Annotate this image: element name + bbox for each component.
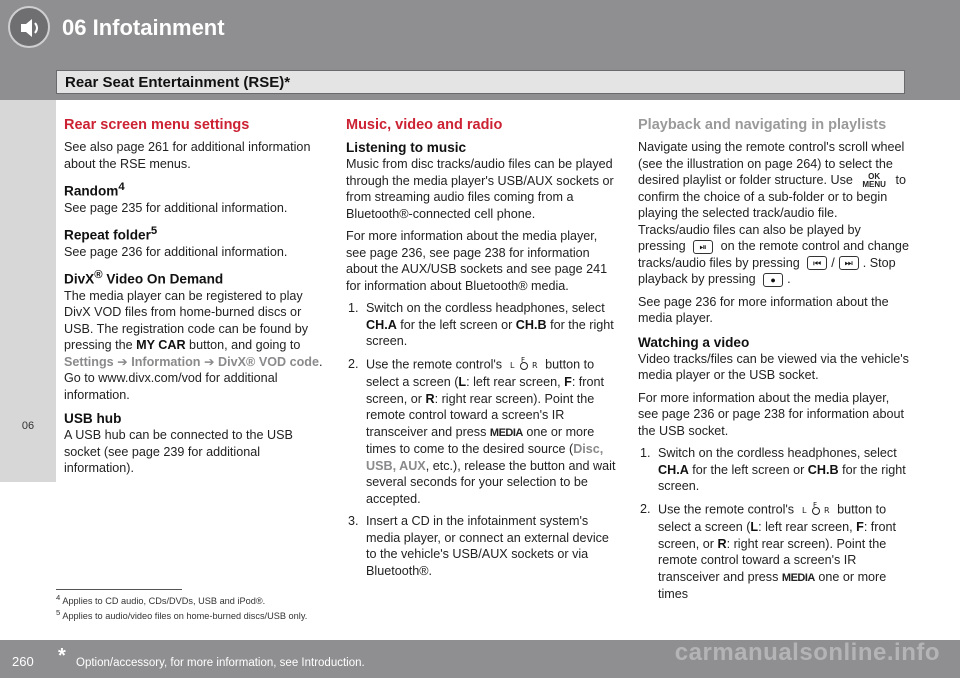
chapter-title: 06 Infotainment — [62, 15, 225, 40]
play-pause-icon: ⏯ — [693, 240, 713, 254]
video-more-info: For more information about the media player, see page 236 or page 238 for information about the USB socket. — [638, 390, 905, 438]
divx-heading: DivX® Video On Demand — [64, 269, 224, 287]
playback-text: Navigate using the remote control's scroll wheel (see the illustration on page 264) to select the desired playlist or folder structure. Use OK MENU to confirm the choice of a sub-folder or to begin playing the selected track/audio file. Tracks/audio files can also be played by pressing ⏯ on the remote control and change tracks/audio files by pressing ⏮ / ⏭ . Stop playback by pressing ● . — [638, 140, 909, 287]
list-item: 3. Insert a CD in the infotainment system's media player, or connect an external device to the vehicle's USB/AUX sockets or via Bluetooth®. — [348, 514, 609, 578]
listening-heading: Listening to music — [346, 140, 467, 155]
video-text: Video tracks/files can be viewed via the vehicle's media player or the USB socket. — [638, 351, 909, 383]
svg-text:L: L — [801, 505, 807, 515]
music-video-radio-heading: Music, video and radio — [346, 117, 503, 133]
footnote-5: $^5$ Applies to audio/video files on home-burned discs/USB only. — [56, 608, 308, 622]
previous-track-icon: ⏮ — [807, 256, 827, 270]
speaker-icon — [8, 6, 50, 48]
source-list: Disc, USB, AUX — [366, 442, 604, 473]
music-steps — [346, 300, 618, 579]
svg-text:F: F — [812, 500, 817, 509]
screen-select-icon — [802, 501, 830, 520]
column-right — [638, 116, 910, 609]
repeat-folder-heading: Repeat folder$^5$ — [64, 225, 158, 243]
repeat-folder-text: See page 236 for additional information. — [64, 244, 288, 259]
usb-hub-heading: USB hub — [64, 411, 122, 427]
rear-screen-intro: See also page 261 for additional information about the RSE menus. — [64, 140, 311, 171]
chapter-side-label: 06 — [21, 420, 35, 432]
playback-heading: Playback and navigating in playlists — [638, 117, 887, 133]
footnote-4: $^4$ Applies to CD audio, CDs/DVDs, USB and iPod®. — [56, 593, 266, 607]
usb-hub-text: A USB hub can be connected to the USB socket (see page 239 for additional information). — [64, 428, 293, 476]
media-player-info: For more information about the media player, see page 236, see page 238 for information about the AUX/USB sockets and see page 241 for information about Bluetooth® media. — [346, 229, 608, 293]
list-item: 1. Switch on the cordless headphones, select CH.A for the left screen or CH.B for the right screen. — [348, 301, 614, 348]
option-star: * — [58, 645, 66, 667]
listening-text: Music from disc tracks/audio files can be played through the media player's USB/AUX sockets or from streaming audio files coming from a Bluetooth®-connected cell phone. — [346, 157, 614, 221]
divx-text: The media player can be registered to play DivX VOD files from home-burned discs or USB. The registration code can be found by pressing the MY CAR button, and going to Settings ➔ Information ➔ DivX® VOD code. Go to www.divx.com/vod for additional information. — [64, 288, 323, 402]
watching-video-heading: Watching a video — [638, 334, 750, 350]
ok-menu-icon: OK MENU — [862, 171, 886, 189]
video-steps — [638, 445, 910, 603]
watermark: carmanualsonline.info — [674, 639, 940, 666]
random-text: See page 235 for additional information. — [64, 200, 288, 215]
menu-path: Settings ➔ Information ➔ DivX® VOD code — [64, 354, 319, 369]
playback-more-info: See page 236 for more information about the media player. — [638, 294, 889, 326]
rear-screen-menu-heading: Rear screen menu settings — [64, 117, 250, 133]
svg-text:L: L — [509, 360, 515, 370]
stop-icon: ● — [763, 273, 783, 287]
column-middle — [346, 116, 618, 585]
page-number: 260 — [12, 654, 34, 669]
svg-text:R: R — [823, 505, 830, 515]
list-item: 2. Use the remote control's L F R button to select a screen (L: left rear screen, F: front screen, or R: right rear screen). Point the remote control toward a screen's IR transceiver and press MEDIA one or more times to come to the desired source (Disc, USB, AUX, etc.), release the button and wait several seconds for your selection to be accepted. — [348, 355, 616, 506]
screen-select-icon — [510, 356, 538, 375]
footnotes — [56, 592, 307, 622]
section-title: Rear Seat Entertainment (RSE)* — [56, 70, 905, 94]
media-button-icon: MEDIA — [781, 571, 815, 584]
svg-text:F: F — [520, 355, 525, 364]
list-item: 2. Use the remote control's L F R button to select a screen (L: left rear screen, F: front screen, or R: right rear screen). Point the remote control toward a screen's IR transceiver and press MEDIA one or more times — [640, 500, 897, 602]
random-heading: Random$^4$ — [64, 181, 125, 199]
next-track-icon: ⏭ — [839, 256, 859, 270]
media-button-icon: MEDIA — [489, 426, 523, 439]
svg-text:R: R — [531, 360, 538, 370]
list-item: 1. Switch on the cordless headphones, select CH.A for the left screen or CH.B for the right screen. — [640, 446, 906, 494]
footnote-divider — [56, 589, 182, 590]
footer-note: Option/accessory, for more information, see Introduction. — [76, 657, 365, 669]
column-left — [64, 116, 324, 483]
